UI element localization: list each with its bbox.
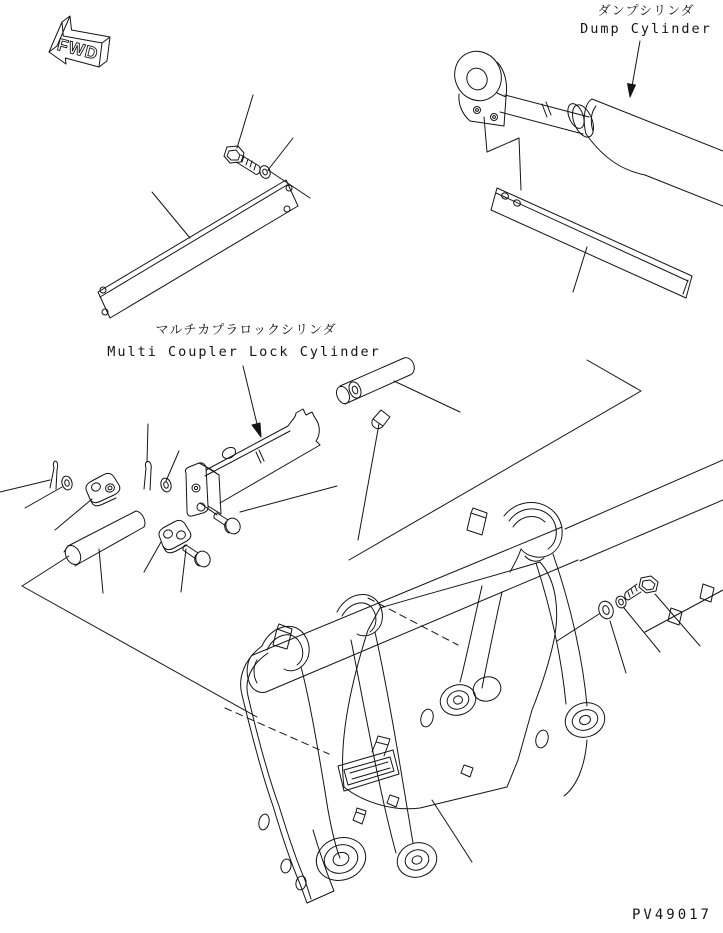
multi-coupler-label-jp: マルチカプラロックシリンダ bbox=[155, 323, 337, 338]
dump-cylinder-callout bbox=[580, 4, 712, 97]
drawing-number: PV49017 bbox=[631, 907, 712, 923]
dump-cylinder-leader-arrow bbox=[628, 41, 640, 97]
link-plate-1-drawing bbox=[86, 473, 120, 505]
dump-cylinder-label-en: Dump Cylinder bbox=[580, 21, 712, 37]
mounting-plate-drawing bbox=[98, 180, 298, 318]
link-plate-2-drawing bbox=[159, 520, 191, 552]
coupler-frame-drawing bbox=[225, 460, 723, 903]
socket-bolt-1-drawing bbox=[214, 513, 243, 536]
dump-cylinder-drawing bbox=[447, 44, 723, 206]
fwd-arrow-label: FWD bbox=[55, 35, 101, 64]
dump-cylinder-label-jp: ダンプシリンダ bbox=[597, 4, 695, 19]
multi-coupler-label-en: Multi Coupler Lock Cylinder bbox=[107, 344, 381, 360]
leader-lines bbox=[0, 95, 700, 862]
strip-bar-drawing bbox=[491, 188, 692, 298]
washer-top-drawing bbox=[258, 164, 272, 180]
bushing-drawing bbox=[372, 410, 390, 429]
cotter-pin-2-drawing bbox=[144, 461, 151, 490]
multi-coupler-leader-arrow bbox=[243, 366, 261, 437]
hex-bolt-top-drawing bbox=[224, 146, 260, 174]
frame-hex-bolt-drawing bbox=[625, 576, 658, 600]
frame-lock-washer-drawing bbox=[614, 595, 628, 610]
washer-1-drawing bbox=[60, 475, 73, 491]
washer-2-drawing bbox=[159, 477, 172, 493]
fwd-arrow-icon bbox=[49, 16, 110, 67]
long-pin-drawing bbox=[62, 511, 145, 567]
cotter-pin-1-drawing bbox=[50, 461, 58, 489]
pin-drawing bbox=[334, 358, 414, 406]
socket-bolt-2-drawing bbox=[183, 545, 213, 569]
multi-coupler-callout bbox=[107, 323, 380, 437]
frame-washer-drawing bbox=[596, 599, 615, 621]
